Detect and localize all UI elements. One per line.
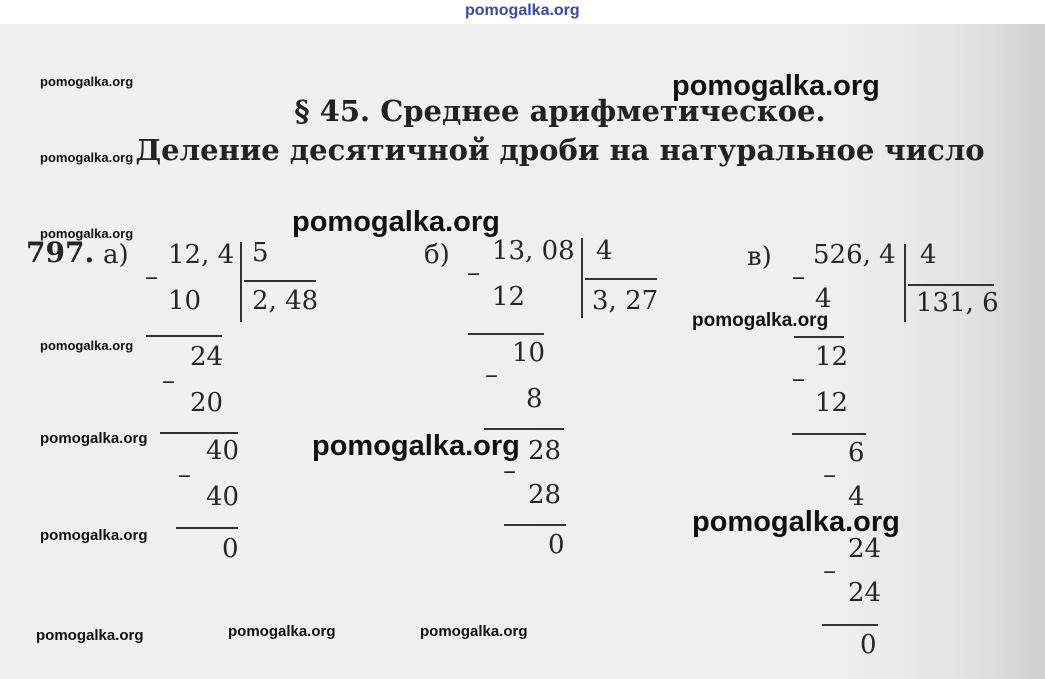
subtraction-line [146, 335, 222, 337]
watermark: pomogalka.org [312, 430, 520, 462]
watermark: pomogalka.org [692, 310, 829, 331]
subtraction-line [160, 432, 238, 434]
step-number: 6 [848, 438, 865, 468]
minus-sign: – [823, 556, 836, 586]
section-title: § 45. Среднее арифметическое. [294, 94, 826, 128]
step-number: 40 [206, 482, 240, 512]
quotient-line [585, 278, 657, 280]
step-number: 28 [528, 436, 562, 466]
minus-sign: – [145, 262, 158, 292]
watermark: pomogalka.org [692, 506, 900, 538]
step-number: 28 [528, 480, 562, 510]
watermark: pomogalka.org [420, 623, 528, 640]
divisor: 4 [920, 240, 937, 270]
division-bar [904, 244, 906, 322]
step-number: 4 [815, 284, 832, 314]
step-number: 10 [168, 286, 202, 316]
step-number: 24 [848, 534, 882, 564]
minus-sign: – [485, 360, 498, 390]
minus-sign: – [162, 366, 175, 396]
watermark: pomogalka.org [672, 70, 880, 102]
header-watermark-link[interactable]: pomogalka.org [465, 2, 580, 19]
step-number: 40 [206, 436, 240, 466]
part-a-label: а) [103, 240, 129, 270]
watermark: pomogalka.org [228, 623, 336, 640]
subtraction-line [794, 336, 844, 338]
watermark: pomogalka.org [40, 430, 148, 447]
step-number: 12 [815, 388, 849, 418]
watermark: pomogalka.org [36, 627, 144, 644]
quotient-line [244, 280, 316, 282]
quotient: 3, 27 [592, 286, 659, 316]
step-number: 4 [848, 482, 865, 512]
minus-sign: – [792, 262, 805, 292]
subtraction-line [484, 428, 564, 430]
subtraction-line [468, 333, 544, 335]
step-number: 24 [190, 342, 224, 372]
divisor: 4 [596, 236, 613, 266]
dividend: 13, 08 [492, 236, 575, 266]
quotient: 2, 48 [252, 286, 319, 316]
step-number: 10 [512, 338, 546, 368]
step-number: 20 [190, 388, 224, 418]
part-v-label: в) [747, 242, 772, 272]
divisor: 5 [252, 238, 269, 268]
step-number: 0 [860, 630, 877, 660]
step-number: 12 [492, 282, 526, 312]
step-number: 8 [526, 384, 543, 414]
minus-sign: – [503, 456, 516, 486]
part-b-label: б) [424, 240, 450, 270]
watermark: pomogalka.org [40, 74, 134, 89]
watermark: pomogalka.org [40, 226, 134, 241]
watermark: pomogalka.org [40, 338, 134, 353]
minus-sign: – [178, 460, 191, 490]
section-subtitle: Деление десятичной дроби на натуральное число [135, 133, 985, 167]
quotient: 131, 6 [916, 288, 999, 318]
step-number: 0 [222, 534, 239, 564]
step-number: 12 [815, 342, 849, 372]
subtraction-line [176, 527, 238, 529]
minus-sign: – [467, 258, 480, 288]
quotient-line [908, 284, 994, 286]
dividend: 526, 4 [813, 240, 896, 270]
minus-sign: – [823, 460, 836, 490]
subtraction-line [504, 524, 566, 526]
minus-sign: – [792, 364, 805, 394]
watermark: pomogalka.org [40, 150, 134, 165]
step-number: 24 [848, 578, 882, 608]
exercise-number: 797. [26, 236, 95, 269]
subtraction-line [822, 624, 878, 626]
dividend: 12, 4 [168, 240, 235, 270]
watermark: pomogalka.org [292, 206, 500, 238]
division-bar [240, 242, 242, 322]
step-number: 0 [548, 530, 565, 560]
subtraction-line [792, 433, 866, 435]
division-bar [581, 238, 583, 318]
watermark: pomogalka.org [40, 527, 148, 544]
